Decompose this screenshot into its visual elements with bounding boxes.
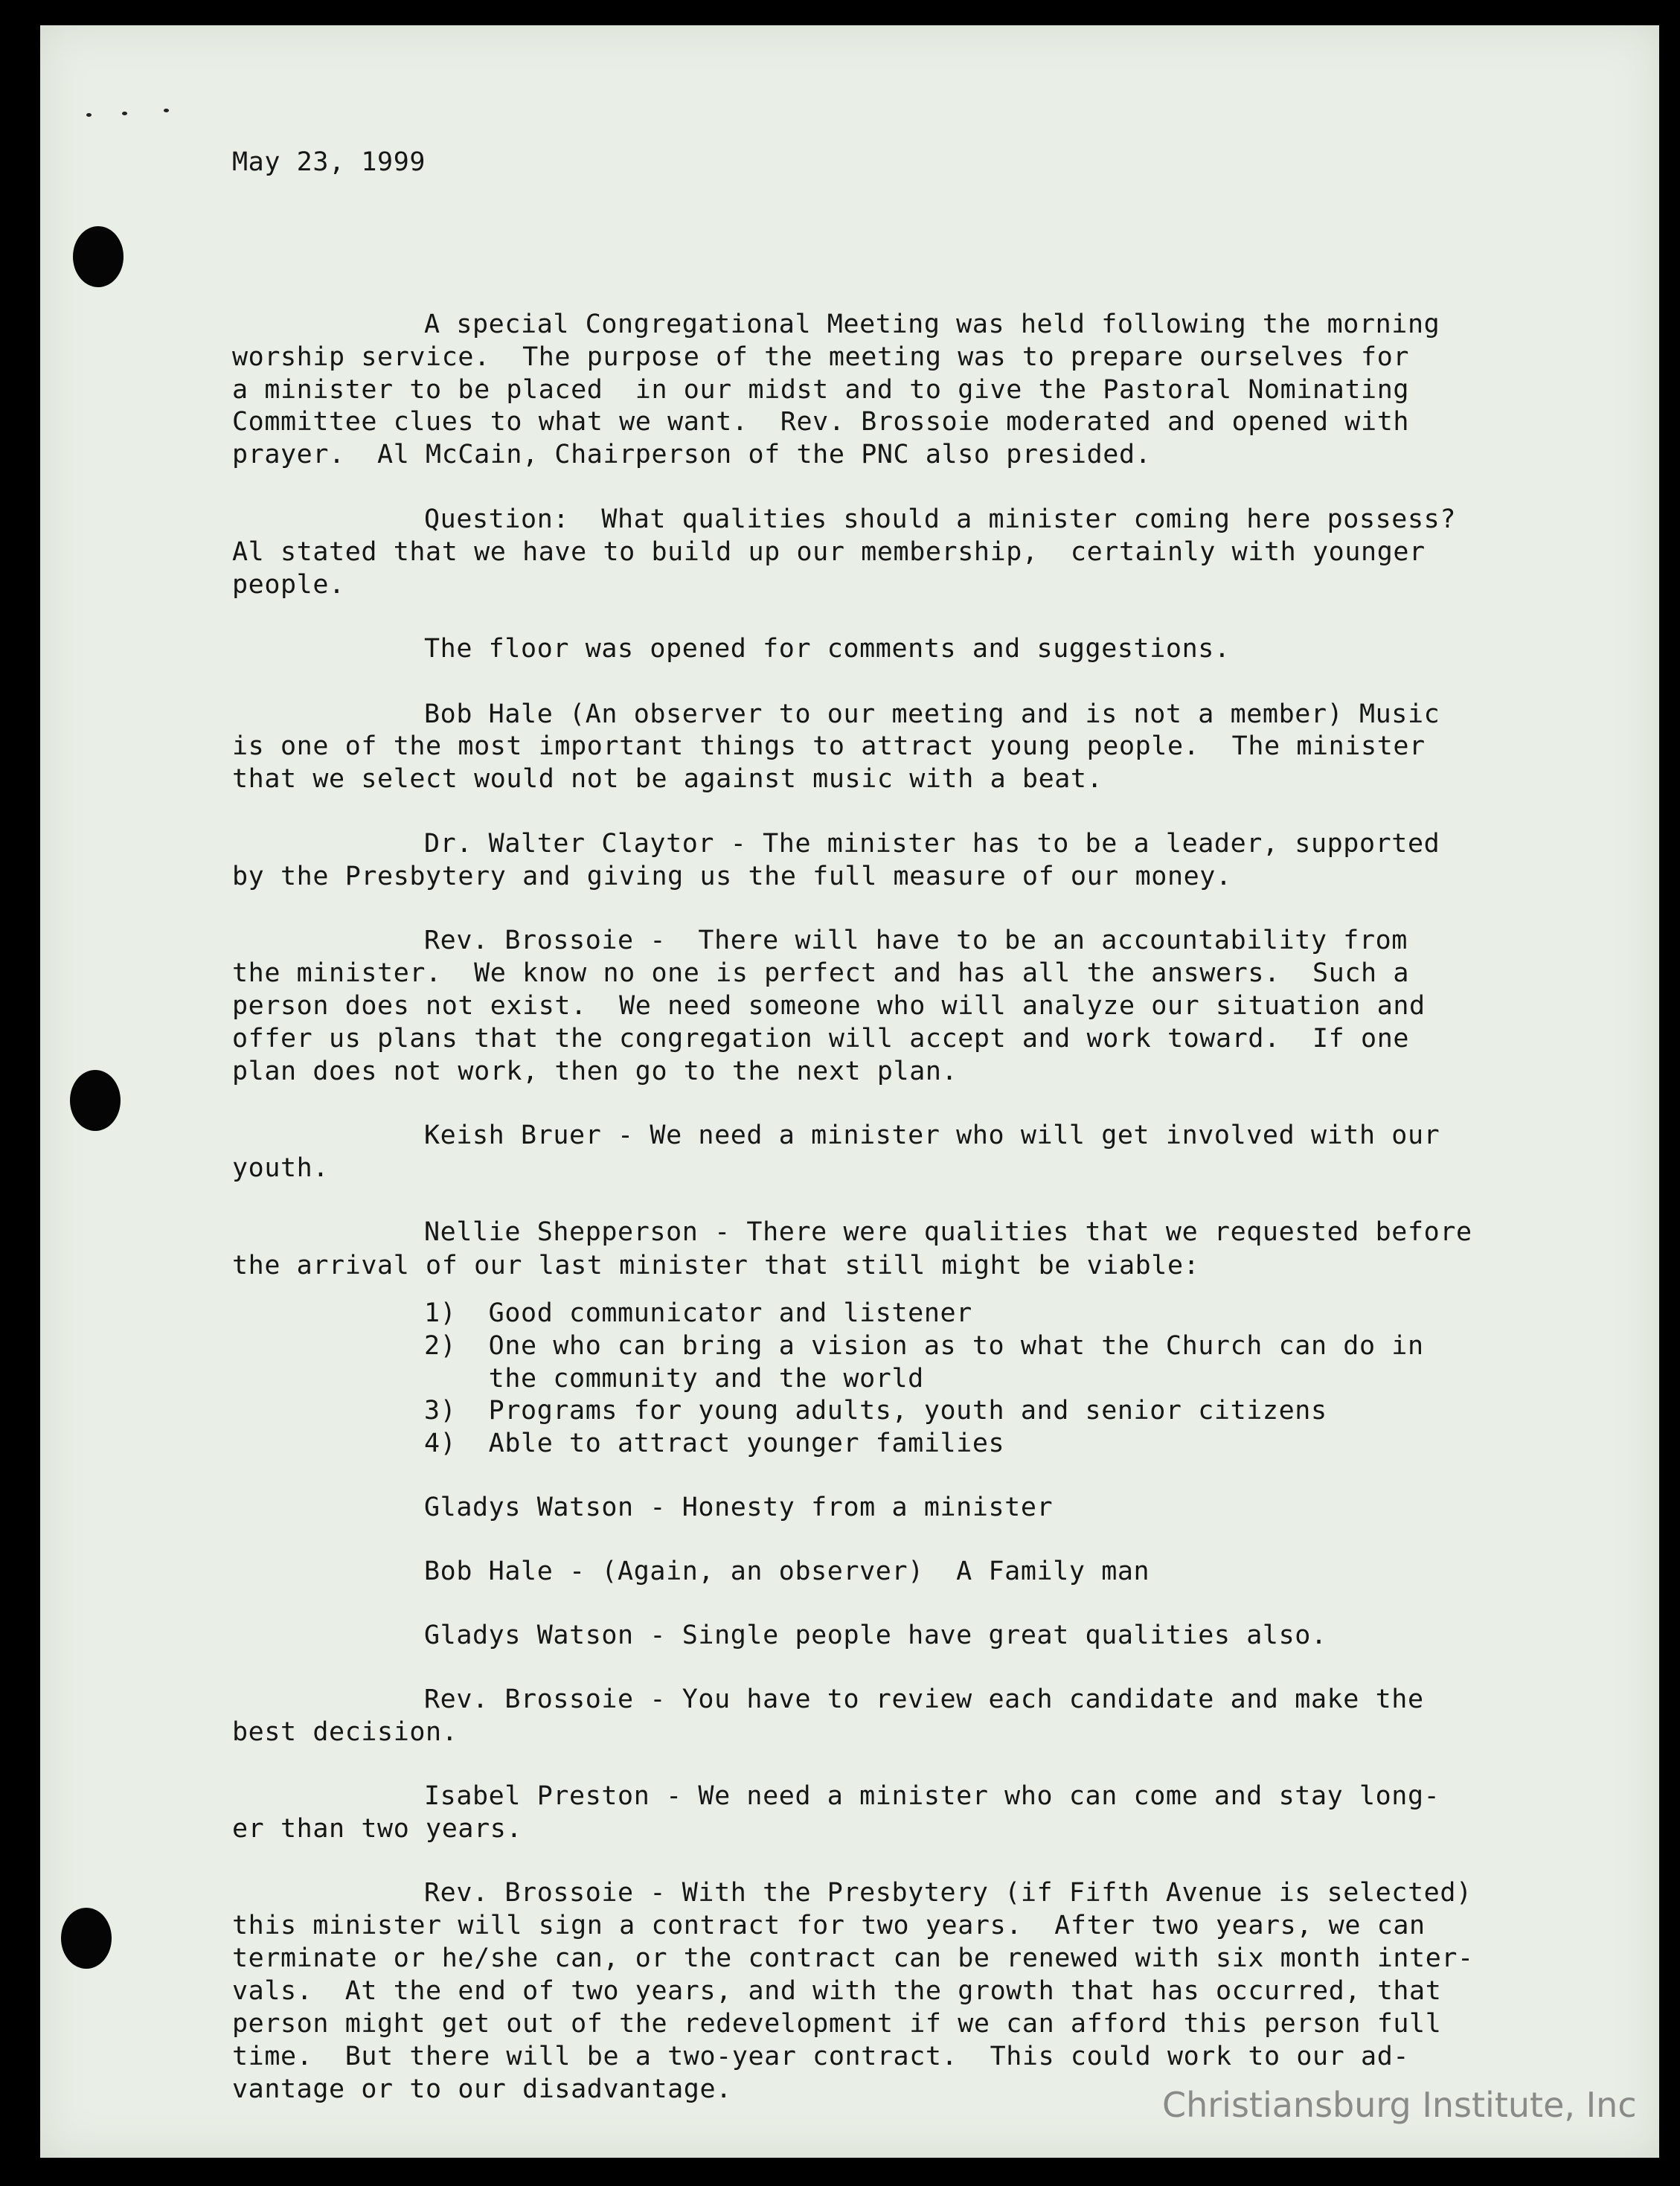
text-line: prayer. Al McCain, Chairperson of the PNC also presided. [232,440,1152,469]
text-line: Gladys Watson - Honesty from a minister [424,1493,1054,1522]
text-line: by the Presbytery and giving us the full measure of our money. [232,862,1232,891]
text-line: Isabel Preston - We need a minister who can come and stay long- [424,1781,1440,1811]
text-line: this minister will sign a contract for two years. After two years, we can [232,1911,1426,1940]
text-line: best decision. [232,1717,458,1747]
text-line: Keish Bruer - We need a minister who will get involved with our [424,1121,1440,1150]
binder-hole-bottom [61,1908,112,1969]
text-line: plan does not work, then go to the next plan. [232,1057,958,1086]
text-line: The floor was opened for comments and suggestions. [424,634,1231,664]
text-line: Al stated that we have to build up our membership, certainly with younger [232,537,1426,567]
text-line: time. But there will be a two-year contract. This could work to our ad- [232,2042,1410,2071]
paper-speck [122,112,127,115]
memo-text [232,25,1631,2153]
binder-hole-top [73,226,124,287]
paper-speck [86,113,92,117]
text-line: is one of the most important things to attract young people. The minister [232,731,1426,761]
text-line: Rev. Brossoie - There will have to be an accountability from [424,926,1408,955]
text-line: A special Congregational Meeting was held following the morning [424,310,1440,339]
list-item: the community and the world [424,1364,924,1394]
document-page [40,25,1659,2158]
text-line: the minister. We know no one is perfect and has all the answers. Such a [232,958,1410,988]
text-line: person does not exist. We need someone who will analyze our situation and [232,991,1426,1021]
text-line: vantage or to our disadvantage. [232,2074,732,2104]
text-line: Bob Hale - (Again, an observer) A Family man [424,1557,1150,1586]
text-line: youth. [232,1153,330,1183]
text-line: people. [232,570,345,600]
text-line: Rev. Brossoie - With the Presbytery (if Fifth Avenue is selected) [424,1878,1472,1908]
text-line: Committee clues to what we want. Rev. Brossoie moderated and opened with [232,407,1410,437]
list-item: 2) One who can bring a vision as to what the Church can do in [424,1331,1424,1361]
list-item: 3) Programs for young adults, youth and senior citizens [424,1396,1327,1426]
text-line: that we select would not be against music with a beat. [232,764,1103,794]
memo-date: May 23, 1999 [232,147,426,177]
text-line: Bob Hale (An observer to our meeting and is not a member) Music [424,699,1440,729]
binder-hole-middle [70,1070,121,1131]
text-line: terminate or he/she can, or the contract can be renewed with six month inter- [232,1943,1474,1973]
text-line: a minister to be placed in our midst and to give the Pastoral Nominating [232,375,1410,405]
text-line: er than two years. [232,1814,523,1844]
text-line: vals. At the end of two years, and with the growth that has occurred, that [232,1976,1442,2006]
institution-watermark: Christiansburg Institute, Inc [1162,2085,1637,2125]
text-line: Gladys Watson - Single people have great qualities also. [424,1621,1327,1650]
text-line: Rev. Brossoie - You have to review each candidate and make the [424,1685,1424,1714]
text-line: the arrival of our last minister that still might be viable: [232,1251,1200,1280]
list-item: 4) Able to attract younger families [424,1429,1005,1458]
paper-speck [164,109,169,112]
text-line: person might get out of the redevelopment if we can afford this person full [232,2009,1442,2039]
text-line: Dr. Walter Claytor - The minister has to be a leader, supported [424,829,1440,859]
list-item: 1) Good communicator and listener [424,1298,972,1328]
text-line: offer us plans that the congregation will accept and work toward. If one [232,1024,1410,1054]
text-line: worship service. The purpose of the meeting was to prepare ourselves for [232,342,1410,372]
text-line: Nellie Shepperson - There were qualities that we requested before [424,1217,1472,1247]
text-line: Question: What qualities should a minister coming here possess? [424,504,1456,534]
